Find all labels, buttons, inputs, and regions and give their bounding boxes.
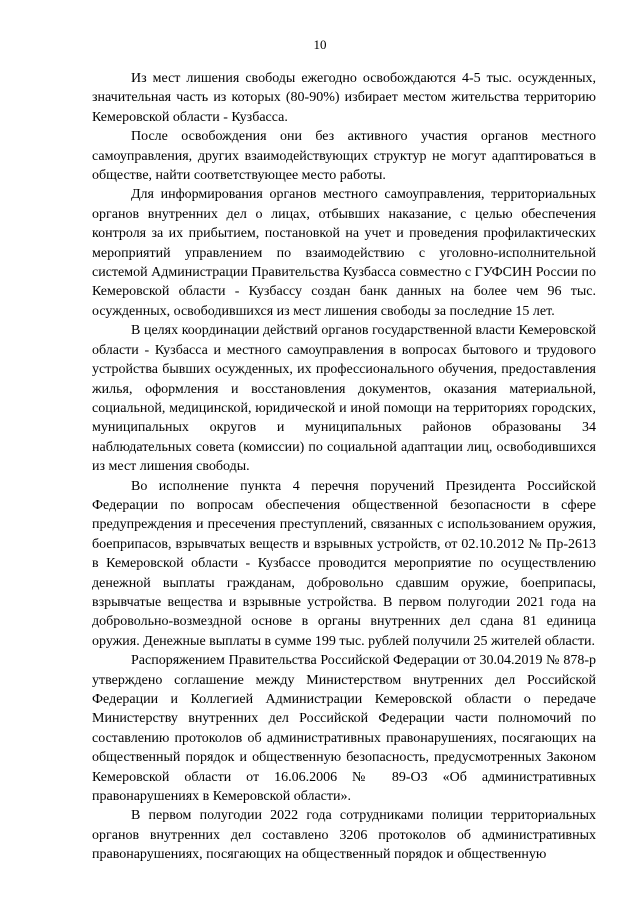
paragraph-databank: Для информирования органов местного самоуправления, территориальных органов внутренних дел о лицах, отбывших наказание, с целью обеспечения контроля за их прибытием, постановкой на учет и проведения профилактических мероприятий управлением по взаимодействию с уголовно-исполнительной системой Администрации Правительства Кузбасса совместно с ГУФСИН России по Кемеровской области - Кузбассу создан банк данных на более чем 96 тыс. осужденных, освободившихся из мест лишения свободы за последние 15 лет. [92,187,596,319]
paragraph-government-order: Распоряжением Правительства Российской Федерации от 30.04.2019 № 878-р утверждено соглашение между Министерством внутренних дел Российской Федерации и Коллегией Администрации Кемеровской области о передаче Министерству внутренних дел Российской Федерации части полномочий по составлению протоколов об административных правонарушениях, посягающих на общественный порядок и общественную безопасность, предусмотренных Законом Кемеровской области от 16.06.2006 № 89-ОЗ «Об административных правонарушениях в Кемеровской области». [92,653,596,805]
paragraph-adaptation: После освобождения они без активного участия органов местного самоуправления, других взаимодействующих структур не могут адаптироваться в обществе, найти соответствующее место работы. [92,129,596,184]
page-number: 10 [313,37,327,52]
paragraph-weapons-buyback: Во исполнение пункта 4 перечня поручений Президента Российской Федерации по вопросам обеспечения общественной безопасности в сфере предупреждения и пресечения преступлений, связанных с использованием оружия, боеприпасов, взрывчатых веществ и взрывных устройств, от 02.10.2012 № Пр-2613 в Кемеровской области - Кузбассе проводится мероприятие по осуществлению денежной выплаты гражданам, добровольно сдавшим оружие, боеприпасы, взрывчатые вещества и взрывные устройства. В первом полугодии 2021 года на добровольно-возмездной основе в органы внутренних дел сдана 81 единица оружия. Денежные выплаты в сумме 199 тыс. рублей получили 25 жителей области. [92,478,596,649]
paragraph-release-statistics: Из мест лишения свободы ежегодно освобождаются 4-5 тыс. осужденных, значительная часть из которых (80-90%) избирает местом жительства территорию Кемеровской области - Кузбасса. [92,71,596,125]
document-body [92,69,596,865]
paragraph-observation-councils: В целях координации действий органов государственной власти Кемеровской области - Кузбасса и местного самоуправления в вопросах бытового и трудового устройства бывших осужденных, их профессионального обучения, предоставления жилья, оформления и восстановления документов, оказания материальной, социальной, медицинской, юридической и иной помощи на территориях городских, муниципальных округов и муниципальных районов образованы 34 наблюдательных совета (комиссии) по социальной адаптации лиц, освободившихся из мест лишения свободы. [92,323,596,475]
paragraph-protocols: В первом полугодии 2022 года сотрудниками полиции территориальных органов внутренних дел составлено 3206 протоколов об административных правонарушениях, посягающих на общественный порядок и общественную [92,808,596,863]
